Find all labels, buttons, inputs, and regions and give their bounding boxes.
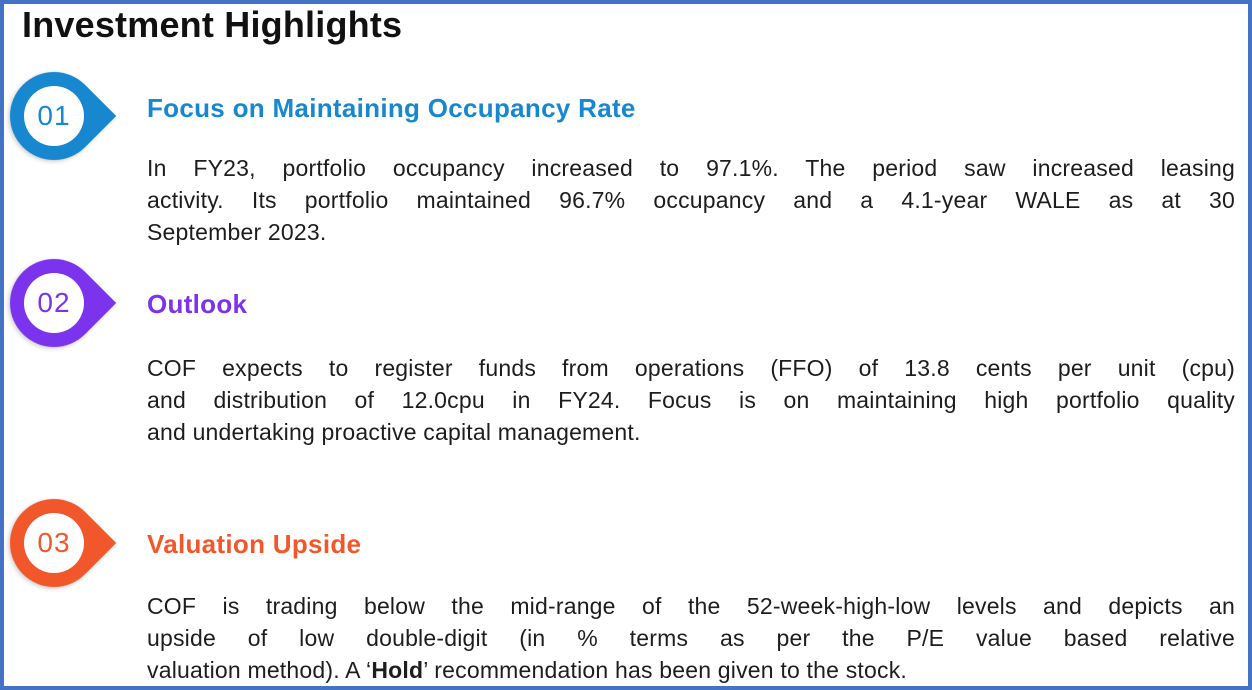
body-text: ’ recommendation has been given to the stock.: [423, 657, 907, 683]
pin-marker-03: [10, 499, 122, 589]
body-line: September 2023.: [147, 219, 327, 245]
pin-number: 03: [24, 513, 84, 573]
section-occupancy-rate: [4, 70, 1248, 260]
section-outlook: [4, 259, 1248, 449]
page-title: Investment Highlights: [22, 4, 403, 45]
section-heading: Focus on Maintaining Occupancy Rate: [147, 93, 636, 123]
section-heading: Valuation Upside: [147, 529, 362, 559]
body-line: [147, 654, 1235, 686]
pin-marker-01: [10, 72, 122, 162]
body-line: COF expects to register funds from operations (FFO) of 13.8 cents per unit (cpu): [147, 355, 1235, 381]
body-line: COF is trading below the mid-range of the 52-week-high-low levels and depicts an: [147, 593, 1235, 619]
section-valuation-upside: [4, 497, 1248, 687]
body-line: upside of low double-digit (in % terms as per the P/E value based relative: [147, 625, 1235, 651]
pin-number: 02: [24, 273, 84, 333]
body-text: valuation method). A ‘: [147, 657, 372, 683]
body-line: In FY23, portfolio occupancy increased to 97.1%. The period saw increased leasing: [147, 155, 1235, 181]
section-heading: Outlook: [147, 289, 248, 319]
section-body: [147, 590, 1235, 686]
body-line: and undertaking proactive capital management.: [147, 419, 641, 445]
body-line: and distribution of 12.0cpu in FY24. Focus is on maintaining high portfolio quality: [147, 387, 1235, 413]
body-line: activity. Its portfolio maintained 96.7% occupancy and a 4.1-year WALE as at 30: [147, 187, 1235, 213]
pin-marker-02: [10, 259, 122, 349]
section-body: [147, 152, 1235, 248]
hold-recommendation: Hold: [371, 657, 424, 683]
section-body: [147, 352, 1235, 448]
pin-number: 01: [24, 86, 84, 146]
